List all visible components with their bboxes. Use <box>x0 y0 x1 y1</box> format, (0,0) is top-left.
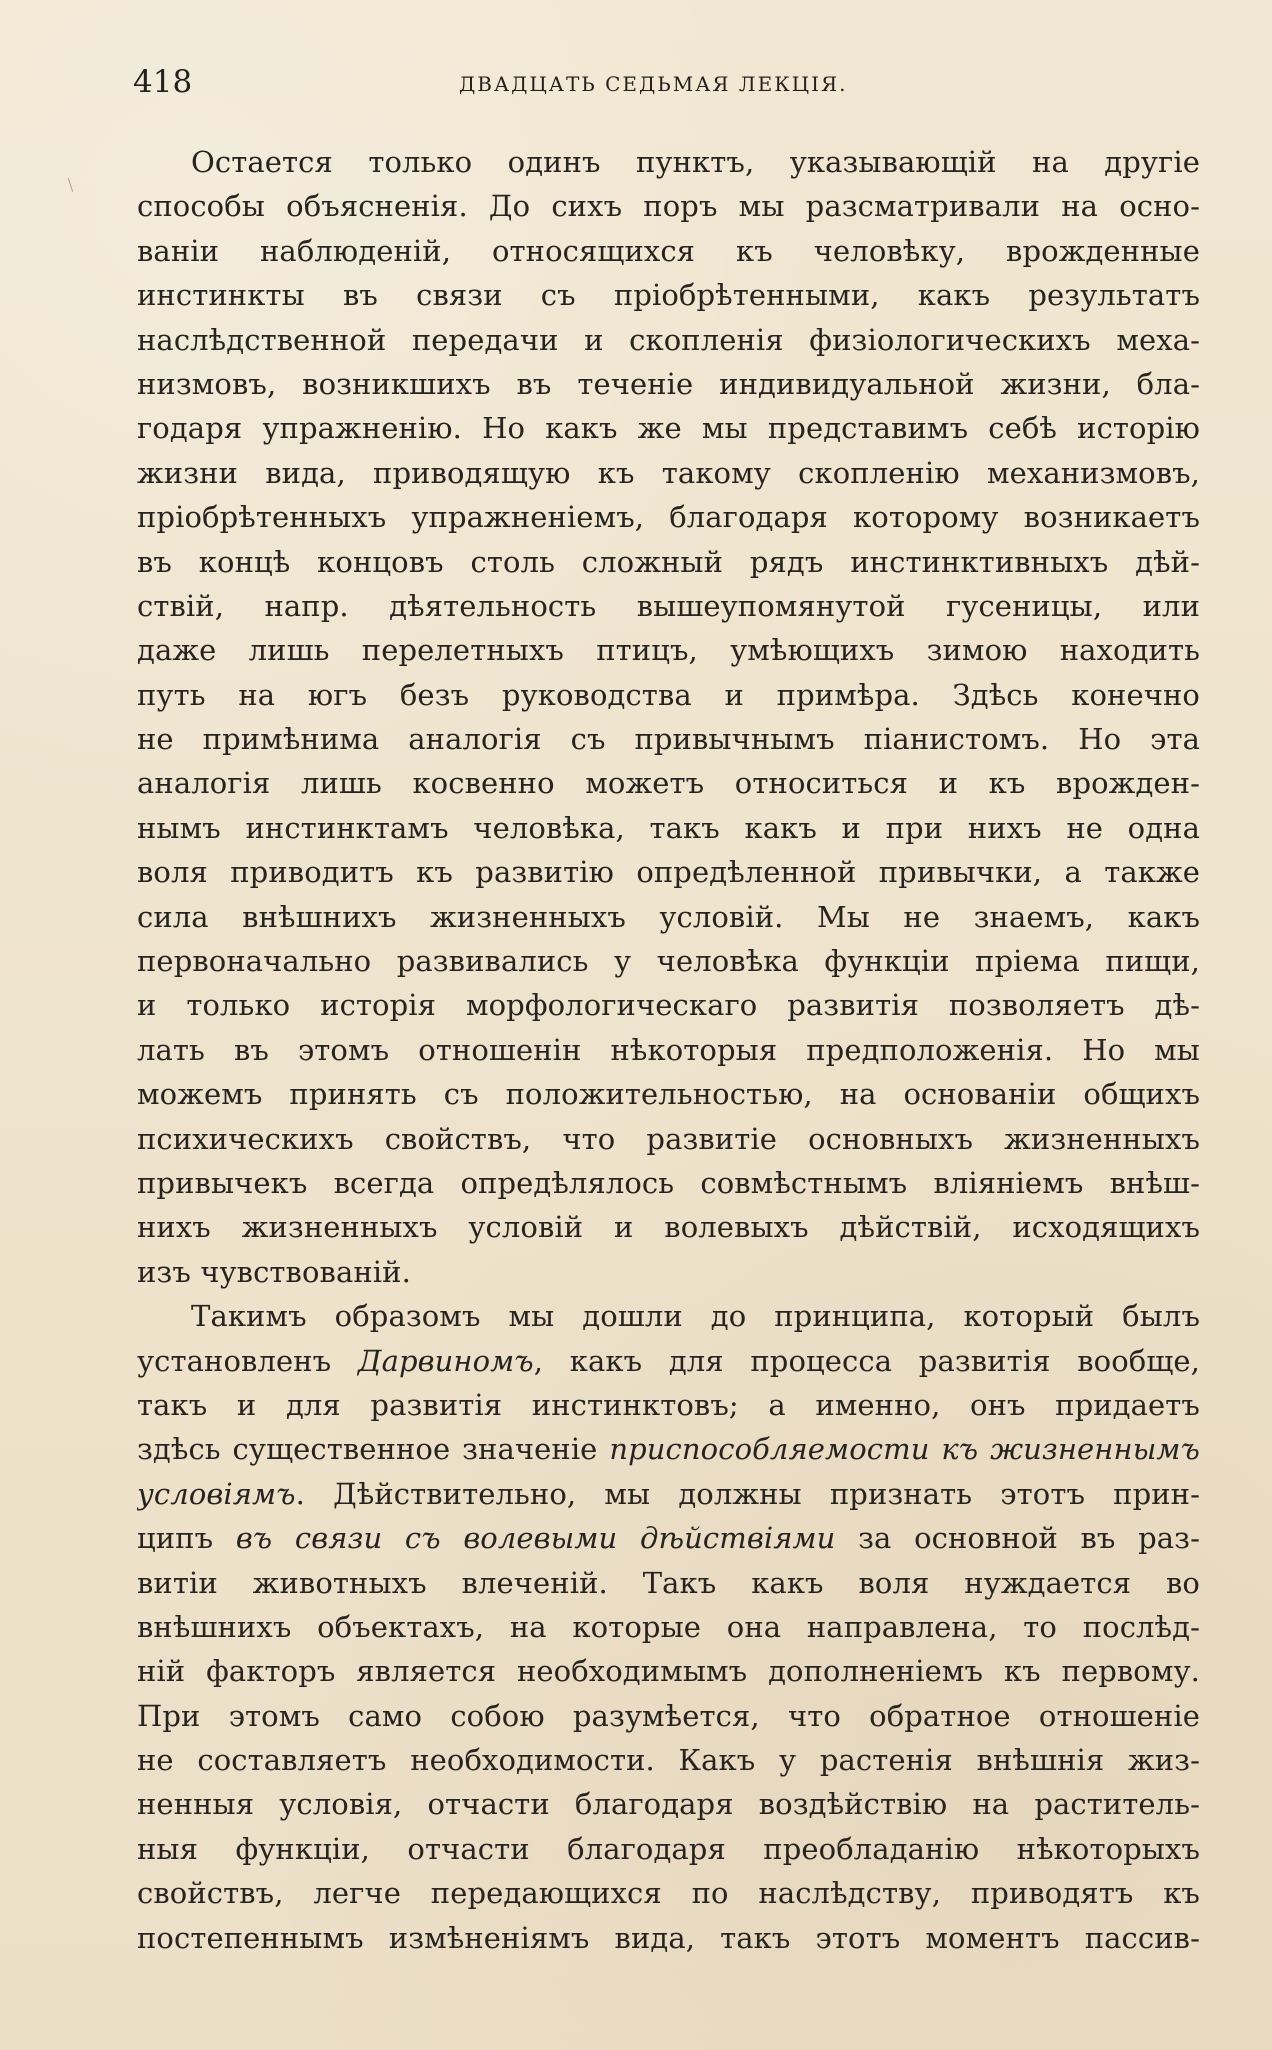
paragraph-1-line: въ концѣ концовъ столь сложный рядъ инстинктивныхъ дѣй- <box>137 544 1200 579</box>
body-text <box>137 140 1200 1960</box>
paragraph-1-line: пріобрѣтенныхъ упражненіемъ, благодаря которому возникаетъ <box>137 500 1200 535</box>
paragraph-1-line: ваніи наблюденій, относящихся къ человѣку, врожденные <box>137 233 1200 268</box>
paragraph-2-line: При этомъ само собою разумѣется, что обратное отношеніе <box>137 1698 1200 1733</box>
paragraph-1-line: способы объясненія. До сихъ поръ мы разсматривали на осно- <box>137 189 1200 224</box>
italic-emphasis: въ связи съ волевыми дѣйствіями <box>235 1521 836 1556</box>
text-fragment: , какъ для процесса развитія вообще, <box>533 1343 1200 1378</box>
paragraph-2-line: витіи животныхъ влеченій. Такъ какъ воля нуждается во <box>137 1565 1200 1600</box>
paragraph-2-line: внѣшнихъ объектахъ, на которые она направлена, то послѣд- <box>137 1609 1200 1644</box>
paragraph-1-line: жизни вида, приводящую къ такому скопленію механизмовъ, <box>137 455 1200 490</box>
paragraph-1-line: лать въ этомъ отношенін нѣкоторыя предположенія. Но мы <box>137 1032 1200 1067</box>
text-fragment: ципъ <box>137 1521 236 1556</box>
paragraph-2-line: не составляетъ необходимости. Какъ у растенія внѣшнія жиз- <box>137 1743 1200 1778</box>
italic-emphasis: условіямъ <box>137 1476 296 1511</box>
paragraph-1-line: сила внѣшнихъ жизненныхъ условій. Мы не знаемъ, какъ <box>137 899 1200 934</box>
paragraph-1-line: воля приводитъ къ развитію опредѣленной привычки, а также <box>137 855 1200 890</box>
paragraph-1-line: не примѣнима аналогія съ привычнымъ піанистомъ. Но эта <box>137 722 1200 757</box>
text-fragment: . Дѣйствительно, мы должны признать этотъ прин- <box>295 1476 1200 1511</box>
page-number: 418 <box>133 64 193 100</box>
paragraph-1-line: психическихъ свойствъ, что развитіе основныхъ жизненныхъ <box>137 1121 1200 1156</box>
paragraph-1-line: Остается только одинъ пунктъ, указывающій на другіе <box>191 145 1200 179</box>
paragraph-2-line: Такимъ образомъ мы дошли до принципа, который былъ <box>191 1299 1200 1334</box>
paragraph-1-line: нихъ жизненныхъ условій и волевыхъ дѣйствій, исходящихъ <box>137 1210 1200 1245</box>
italic-name-darwin: Дарвиномъ <box>357 1343 534 1378</box>
paragraph-1-last-line: изъ чувствованій. <box>137 1254 411 1289</box>
paragraph-1-line: даже лишь перелетныхъ птицъ, умѣющихъ зимою находить <box>137 633 1200 668</box>
paragraph-2-line: ній факторъ является необходимымъ дополненіемъ къ первому. <box>137 1654 1200 1689</box>
italic-emphasis: приспособляемости къ жизненнымъ <box>609 1432 1200 1467</box>
paragraph-2-line: постепеннымъ измѣненіямъ вида, такъ этотъ моментъ пассив- <box>137 1920 1200 1955</box>
paragraph-2-line: ненныя условія, отчасти благодаря воздѣйствію на раститель- <box>137 1787 1200 1822</box>
paragraph-1-line: аналогія лишь косвенно можетъ относиться и къ врожден- <box>137 766 1200 801</box>
paragraph-1-line: инстинкты въ связи съ пріобрѣтенными, какъ результатъ <box>137 278 1200 313</box>
paragraph-2-line: такъ и для развитія инстинктовъ; а именно, онъ придаетъ <box>137 1387 1200 1422</box>
text-fragment: установленъ <box>137 1343 358 1378</box>
paragraph-1-line: путь на югъ безъ руководства и примѣра. Здѣсь конечно <box>137 677 1200 712</box>
paragraph-1-line: ствій, напр. дѣятельность вышеупомянутой гусеницы, или <box>137 588 1200 623</box>
paragraph-1-line: первоначально развивались у человѣка функціи пріема пищи, <box>137 944 1200 979</box>
ink-speck <box>68 178 73 192</box>
paragraph-2-line <box>137 1427 1200 1471</box>
paragraph-2-line: свойствъ, легче передающихся по наслѣдству, приводятъ къ <box>137 1876 1200 1911</box>
text-fragment: здѣсь существенное значеніе <box>137 1432 610 1467</box>
paragraph-1-line: годаря упражненію. Но какъ же мы представимъ себѣ исторію <box>137 411 1200 446</box>
paragraph-1-line: и только исторія морфологическаго развитія позволяетъ дѣ- <box>137 988 1200 1023</box>
paragraph-2-line <box>137 1472 1200 1516</box>
paragraph-1-line: наслѣдственной передачи и скопленія физіологическихъ меха- <box>137 322 1200 357</box>
paragraph-1-line: привычекъ всегда опредѣлялось совмѣстнымъ вліяніемъ внѣш- <box>137 1165 1200 1200</box>
text-fragment: за основной въ раз- <box>835 1521 1200 1556</box>
paragraph-2-line: ныя функціи, отчасти благодаря преобладанію нѣкоторыхъ <box>137 1831 1200 1866</box>
paragraph-1-line: нымъ инстинктамъ человѣка, такъ какъ и при нихъ не одна <box>137 810 1200 845</box>
running-title: ДВАДЦАТЬ СЕДЬМАЯ ЛЕКЦІЯ. <box>459 72 848 96</box>
paragraph-1-line: можемъ принять съ положительностью, на основаніи общихъ <box>137 1077 1200 1112</box>
paragraph-2-line <box>137 1339 1200 1383</box>
page-header <box>133 64 1133 110</box>
paragraph-2-line <box>137 1516 1200 1560</box>
paragraph-1-line: низмовъ, возникшихъ въ теченіе индивидуальной жизни, бла- <box>137 366 1200 401</box>
